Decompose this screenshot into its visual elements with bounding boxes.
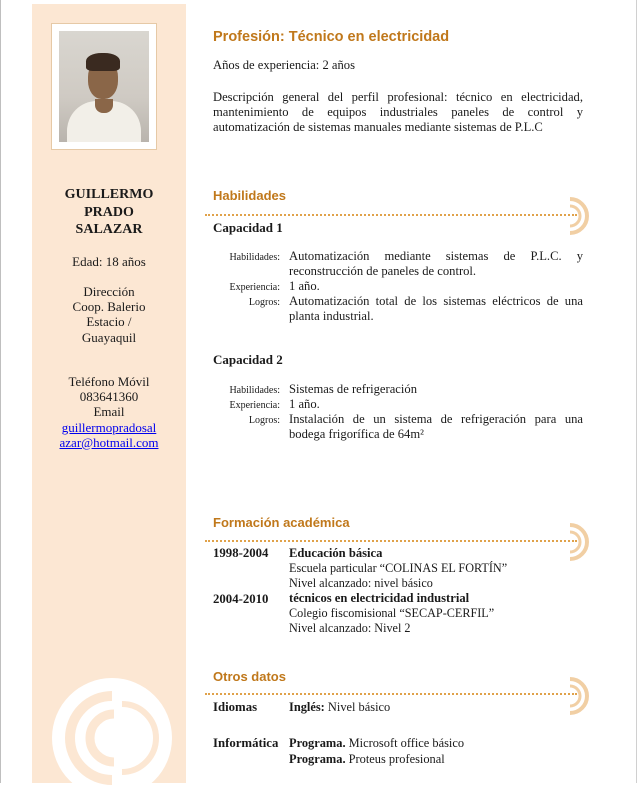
it-item: Programa. Proteus profesional [289, 752, 445, 766]
capacity-achievements: Automatización total de los sistemas eléctricos de una planta industrial. [289, 294, 583, 324]
capacity-experience: 1 año. [289, 279, 320, 293]
education-level: Nivel alcanzado: nivel básico [289, 576, 433, 591]
decorative-logo-icon [52, 678, 172, 798]
skills-label: Habilidades: [229, 252, 280, 263]
capacity-skills: Automatización mediante sistemas de P.L.C. y reconstrucción de paneles de control. [289, 249, 583, 279]
candidate-address: Dirección Coop. Balerio Estacio / Guayaquil [32, 284, 186, 345]
skills-heading: Habilidades [213, 188, 286, 203]
section-divider [205, 214, 577, 216]
candidate-name: GUILLERMO PRADO SALAZAR [64, 187, 154, 237]
education-entry [289, 591, 494, 637]
education-title: técnicos en electricidad industrial [289, 591, 470, 605]
languages-value: Inglés: Nivel básico [289, 700, 391, 714]
page-border-left [0, 0, 1, 783]
section-divider [205, 540, 577, 542]
capacity-title: Capacidad 2 [213, 352, 283, 367]
education-title: Educación básica [289, 546, 383, 560]
candidate-contact [32, 374, 186, 450]
profession-title: Profesión: Técnico en electricidad [213, 29, 450, 45]
capacity-experience: 1 año. [289, 397, 320, 411]
phone-number: 083641360 [79, 389, 139, 405]
decorative-circle [52, 678, 172, 798]
achievements-label: Logros: [248, 297, 280, 308]
achievements-label: Logros: [248, 415, 280, 426]
email-link[interactable]: guillermopradosal azar@hotmail.com [59, 419, 159, 450]
section-arc-icon [566, 676, 596, 716]
profile-photo-frame [51, 23, 157, 150]
education-heading: Formación académica [213, 515, 350, 530]
education-school: Colegio fiscomisional “SECAP-CERFIL” [289, 606, 495, 621]
languages-label: Idiomas [213, 700, 258, 714]
it-label: Informática [213, 736, 279, 750]
education-years: 2004-2010 [213, 592, 269, 606]
address-label: Dirección [83, 284, 135, 299]
profile-description: Descripción general del perfil profesional: técnico en electricidad, mantenimiento de equipos industriales paneles de control y automatización de sistemas manuales mediante sistemas de P.L.C [213, 90, 583, 135]
capacity-title: Capacidad 1 [213, 220, 283, 235]
education-entry [289, 546, 507, 592]
capacity-achievements: Instalación de un sistema de refrigeración para una bodega frigorífica de 64m² [289, 412, 583, 442]
experience-label: Experiencia: [229, 282, 280, 293]
section-divider [205, 693, 577, 695]
candidate-age: Edad: 18 años [72, 254, 146, 269]
phone-label: Teléfono Móvil [68, 374, 150, 389]
education-years: 1998-2004 [213, 546, 269, 560]
capacity-skills: Sistemas de refrigeración [289, 382, 417, 396]
experience-years: Años de experiencia: 2 años [213, 58, 355, 72]
section-arc-icon [566, 522, 596, 562]
profile-photo [59, 31, 149, 142]
education-school: Escuela particular “COLINAS EL FORTÍN” [289, 561, 508, 576]
education-level: Nivel alcanzado: Nivel 2 [289, 621, 411, 636]
skills-label: Habilidades: [229, 385, 280, 396]
other-heading: Otros datos [213, 669, 286, 684]
experience-label: Experiencia: [229, 400, 280, 411]
section-arc-icon [566, 196, 596, 236]
email-label: Email [93, 404, 125, 420]
it-item: Programa. Microsoft office básico [289, 736, 465, 750]
